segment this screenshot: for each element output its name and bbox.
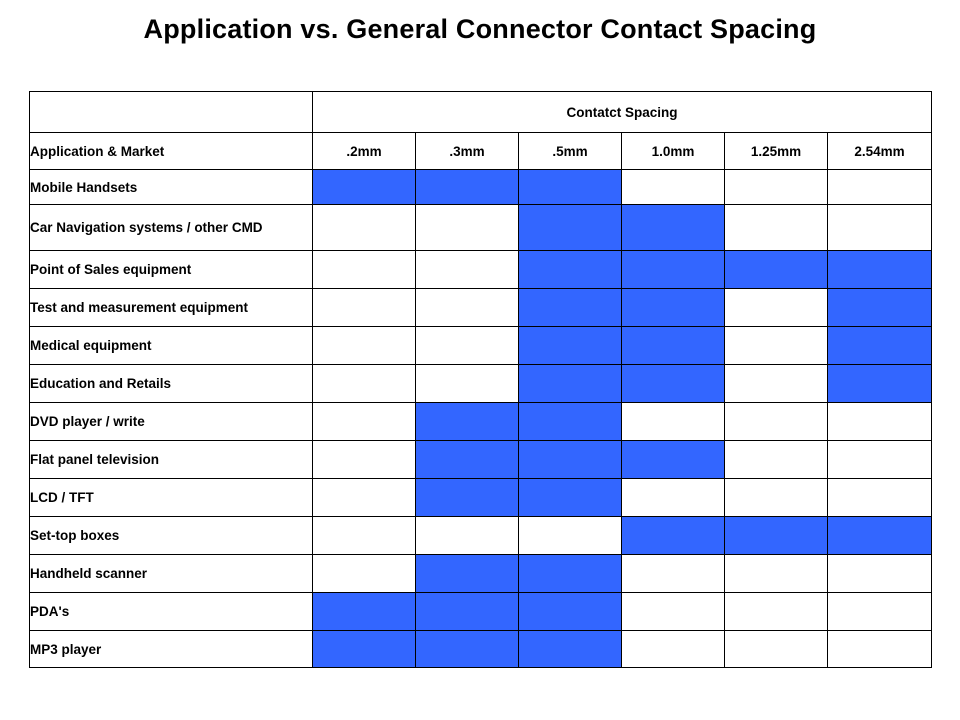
- spacing-cell-supported: [519, 251, 622, 289]
- spacing-cell-empty: [725, 365, 828, 403]
- spacing-cell-supported: [622, 441, 725, 479]
- spacing-cell-empty: [725, 205, 828, 251]
- spacing-cell-empty: [313, 365, 416, 403]
- spacing-cell-supported: [416, 593, 519, 631]
- row-header: Application & Market: [30, 133, 313, 170]
- spacing-cell-empty: [828, 631, 932, 668]
- spacing-cell-supported: [828, 289, 932, 327]
- spacing-cell-supported: [622, 289, 725, 327]
- table-row: [30, 327, 932, 365]
- spacing-cell-empty: [828, 479, 932, 517]
- spacing-cell-supported: [519, 555, 622, 593]
- table-row: [30, 205, 932, 251]
- spacing-cell-empty: [622, 631, 725, 668]
- table-row: [30, 631, 932, 668]
- column-header: .2mm: [313, 133, 416, 170]
- application-label: Car Navigation systems / other CMD: [30, 205, 313, 251]
- table-row: [30, 517, 932, 555]
- spacing-cell-supported: [828, 327, 932, 365]
- table-row: [30, 593, 932, 631]
- spacing-cell-empty: [725, 441, 828, 479]
- application-label: PDA's: [30, 593, 313, 631]
- spacing-cell-supported: [416, 441, 519, 479]
- table-row: [30, 251, 932, 289]
- spacing-cell-empty: [725, 479, 828, 517]
- application-label: Point of Sales equipment: [30, 251, 313, 289]
- spacing-cell-empty: [725, 403, 828, 441]
- spacing-cell-empty: [416, 251, 519, 289]
- application-label: Medical equipment: [30, 327, 313, 365]
- spacing-cell-supported: [519, 205, 622, 251]
- spacing-cell-empty: [313, 205, 416, 251]
- page-title: Application vs. General Connector Contact Spacing: [143, 14, 817, 44]
- spacing-cell-supported: [622, 517, 725, 555]
- spacing-cell-supported: [519, 170, 622, 205]
- spacing-cell-empty: [622, 593, 725, 631]
- spacing-cell-empty: [828, 170, 932, 205]
- spacing-cell-empty: [313, 403, 416, 441]
- spacing-cell-supported: [416, 555, 519, 593]
- column-header: 1.0mm: [622, 133, 725, 170]
- spacing-cell-supported: [519, 365, 622, 403]
- spacing-cell-supported: [519, 441, 622, 479]
- spacing-cell-supported: [416, 403, 519, 441]
- application-label: Handheld scanner: [30, 555, 313, 593]
- spacing-cell-supported: [622, 327, 725, 365]
- spacing-cell-supported: [725, 251, 828, 289]
- application-label: Education and Retails: [30, 365, 313, 403]
- spacing-cell-empty: [416, 289, 519, 327]
- group-header: Contatct Spacing: [313, 92, 932, 133]
- spacing-cell-supported: [828, 251, 932, 289]
- spacing-cell-supported: [416, 479, 519, 517]
- spacing-cell-supported: [519, 631, 622, 668]
- application-label: Test and measurement equipment: [30, 289, 313, 327]
- spacing-cell-supported: [416, 631, 519, 668]
- spacing-cell-empty: [313, 289, 416, 327]
- column-header: 2.54mm: [828, 133, 932, 170]
- spacing-cell-empty: [725, 170, 828, 205]
- spacing-cell-empty: [416, 327, 519, 365]
- application-label: Mobile Handsets: [30, 170, 313, 205]
- spacing-cell-supported: [622, 365, 725, 403]
- application-label: DVD player / write: [30, 403, 313, 441]
- table-row: [30, 403, 932, 441]
- spacing-cell-empty: [828, 403, 932, 441]
- table-row: [30, 289, 932, 327]
- application-label: LCD / TFT: [30, 479, 313, 517]
- spacing-cell-empty: [828, 593, 932, 631]
- spacing-cell-empty: [828, 555, 932, 593]
- application-label: Flat panel television: [30, 441, 313, 479]
- spacing-cell-supported: [519, 593, 622, 631]
- spacing-cell-supported: [622, 251, 725, 289]
- application-label: Set-top boxes: [30, 517, 313, 555]
- spacing-cell-empty: [313, 327, 416, 365]
- spacing-cell-empty: [725, 289, 828, 327]
- column-header: 1.25mm: [725, 133, 828, 170]
- spacing-cell-empty: [416, 517, 519, 555]
- spacing-cell-supported: [622, 205, 725, 251]
- spacing-cell-empty: [416, 205, 519, 251]
- spacing-cell-empty: [725, 631, 828, 668]
- spacing-cell-empty: [725, 555, 828, 593]
- spacing-cell-supported: [519, 403, 622, 441]
- spacing-cell-empty: [313, 441, 416, 479]
- contact-spacing-table: [29, 91, 932, 668]
- spacing-cell-empty: [725, 593, 828, 631]
- spacing-cell-supported: [416, 170, 519, 205]
- spacing-cell-empty: [313, 479, 416, 517]
- spacing-cell-empty: [622, 555, 725, 593]
- spacing-cell-empty: [828, 205, 932, 251]
- spacing-cell-supported: [313, 170, 416, 205]
- table-row: [30, 365, 932, 403]
- table-row: [30, 555, 932, 593]
- spacing-cell-empty: [519, 517, 622, 555]
- spacing-cell-empty: [622, 403, 725, 441]
- table-row: [30, 479, 932, 517]
- column-header: .3mm: [416, 133, 519, 170]
- spacing-cell-empty: [313, 251, 416, 289]
- spacing-cell-empty: [416, 365, 519, 403]
- blank-corner: [30, 92, 313, 133]
- spacing-cell-empty: [313, 555, 416, 593]
- spacing-cell-empty: [622, 170, 725, 205]
- spacing-cell-supported: [725, 517, 828, 555]
- spacing-cell-supported: [828, 365, 932, 403]
- spacing-cell-supported: [519, 327, 622, 365]
- spacing-cell-empty: [622, 479, 725, 517]
- table-row: [30, 441, 932, 479]
- spacing-cell-supported: [519, 479, 622, 517]
- table-row: [30, 170, 932, 205]
- spacing-cell-supported: [313, 631, 416, 668]
- spacing-cell-empty: [828, 441, 932, 479]
- spacing-cell-supported: [828, 517, 932, 555]
- spacing-cell-empty: [313, 517, 416, 555]
- column-header: .5mm: [519, 133, 622, 170]
- spacing-cell-supported: [519, 289, 622, 327]
- spacing-cell-empty: [725, 327, 828, 365]
- spacing-cell-supported: [313, 593, 416, 631]
- application-label: MP3 player: [30, 631, 313, 668]
